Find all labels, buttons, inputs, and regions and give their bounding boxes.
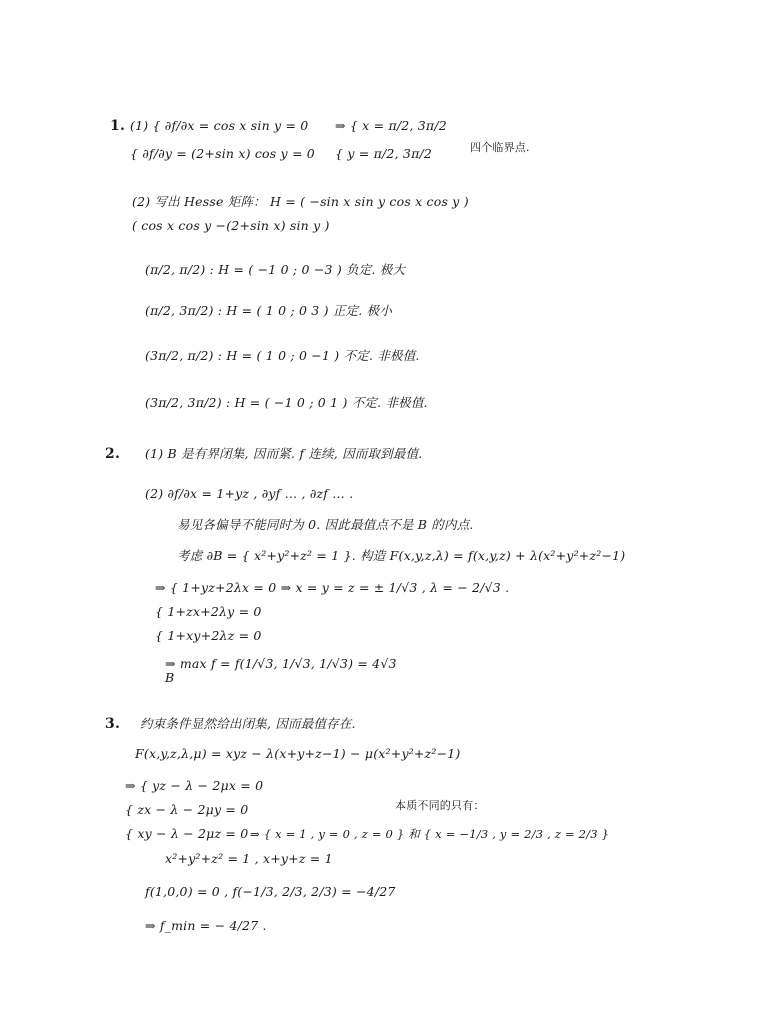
problem-number: 3. bbox=[105, 716, 121, 732]
solution-line: (1) B 是有界闭集, 因而紧. f 连续, 因而取到最值. bbox=[145, 446, 423, 461]
solution-line: 约束条件显然给出闭集, 因而最值存在. bbox=[140, 716, 356, 731]
solution-line: ⇒ { yz − λ − 2μx = 0 bbox=[125, 778, 264, 793]
solution-line: (3π/2, 3π/2) : H = ( −1 0 ; 0 1 ) 不定. 非极值. bbox=[145, 395, 428, 410]
solution-line: (π/2, 3π/2) : H = ( 1 0 ; 0 3 ) 正定. 极小 bbox=[145, 303, 393, 318]
solution-line: ⇒ max f = f(1/√3, 1/√3, 1/√3) = 4√3 bbox=[165, 656, 397, 671]
problem-number: 2. bbox=[105, 446, 121, 462]
solution-line: 易见各偏导不能同时为 0. 因此最值点不是 B 的内点. bbox=[177, 517, 474, 532]
problem-number: 1. bbox=[110, 118, 126, 134]
solution-line: { 1+xy+2λz = 0 bbox=[155, 628, 262, 643]
solution-line: { ∂f/∂y = (2+sin x) cos y = 0 bbox=[130, 146, 315, 161]
solution-line: B bbox=[165, 670, 175, 685]
solution-line: f(1,0,0) = 0 , f(−1/3, 2/3, 2/3) = −4/27 bbox=[145, 884, 396, 899]
solution-line: ⇒ f_min = − 4/27 . bbox=[145, 918, 267, 933]
solution-line: F(x,y,z,λ,μ) = xyz − λ(x+y+z−1) − μ(x²+y²+z²−1) bbox=[135, 746, 461, 761]
solution-line: { zx − λ − 2μy = 0 bbox=[125, 802, 249, 817]
solution-line: x²+y²+z² = 1 , x+y+z = 1 bbox=[165, 851, 333, 866]
solution-line: (2) 写出 Hesse 矩阵： H = ( −sin x sin y cos x cos y ) bbox=[132, 194, 469, 209]
solution-line: { 1+zx+2λy = 0 bbox=[155, 604, 262, 619]
solution-line: (1) { ∂f/∂x = cos x sin y = 0 bbox=[130, 118, 309, 133]
solution-line: (2) ∂f/∂x = 1+yz , ∂yf … , ∂zf … . bbox=[145, 486, 354, 501]
solution-line: 考虑 ∂B = { x²+y²+z² = 1 }. 构造 F(x,y,z,λ) = f(x,y,z) + λ(x²+y²+z²−1) bbox=[177, 548, 626, 563]
solution-line: ⇒ { 1+yz+2λx = 0 ⇒ x = y = z = ± 1/√3 , λ = − 2/√3 . bbox=[155, 580, 510, 595]
solution-line: ( cos x cos y −(2+sin x) sin y ) bbox=[132, 218, 330, 233]
solution-note: 本质不同的只有： bbox=[395, 799, 485, 812]
solution-line: (3π/2, π/2) : H = ( 1 0 ; 0 −1 ) 不定. 非极值. bbox=[145, 348, 420, 363]
solution-line: (π/2, π/2) : H = ( −1 0 ; 0 −3 ) 负定. 极大 bbox=[145, 262, 406, 277]
solution-note: 四个临界点. bbox=[470, 141, 530, 154]
solution-line: { xy − λ − 2μz = 0 bbox=[125, 826, 249, 841]
solution-line: ⇒ { x = π/2, 3π/2 bbox=[335, 118, 447, 133]
solution-line: { y = π/2, 3π/2 bbox=[335, 146, 433, 161]
solution-line: ⇒ { x = 1 , y = 0 , z = 0 } 和 { x = −1/3 , y = 2/3 , z = 2/3 } bbox=[250, 827, 610, 841]
